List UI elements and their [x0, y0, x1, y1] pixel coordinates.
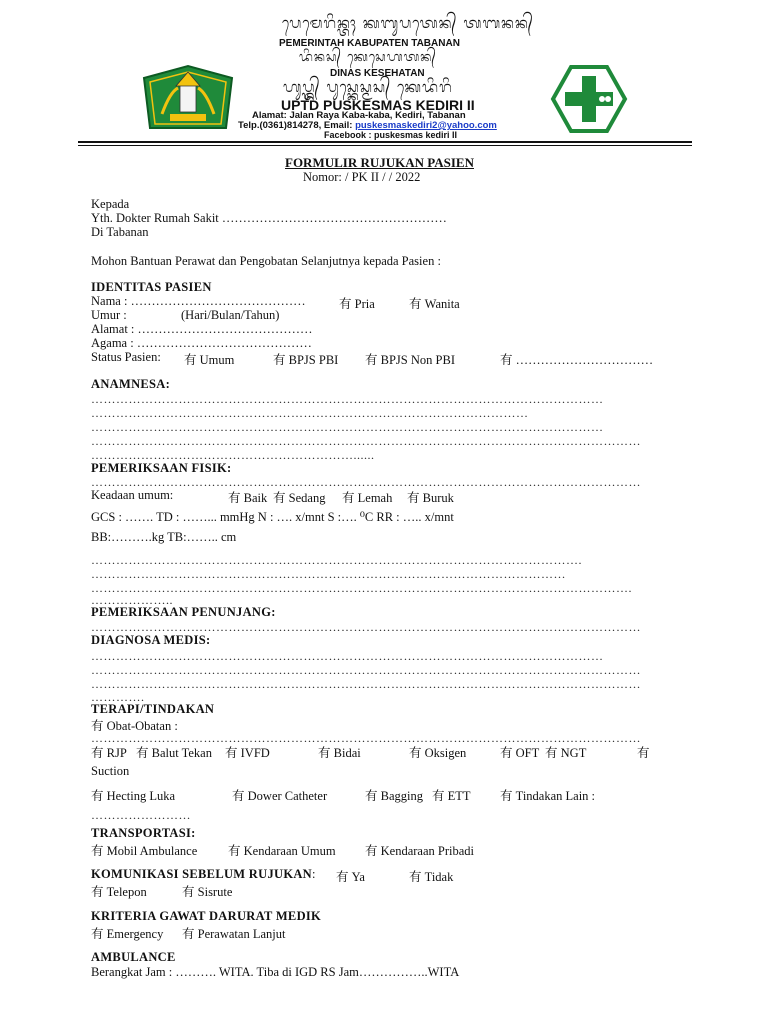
fisik-heading: PEMERIKSAAN FISIK: [91, 461, 232, 475]
lemah-checkbox[interactable] [342, 488, 392, 506]
sedang-checkbox[interactable] [273, 488, 325, 506]
buruk-checkbox[interactable] [407, 488, 454, 506]
unit-address: Alamat: Jalan Raya Kaba-kaba, Kediri, Tabanan [252, 110, 466, 121]
ivfd-label: IVFD [240, 746, 270, 760]
kriteria-heading: KRITERIA GAWAT DARURAT MEDIK [91, 909, 322, 923]
bagging-checkbox[interactable] [365, 786, 423, 804]
diagnosa-line[interactable]: …………………………………………………………………………………………………………… [91, 649, 604, 663]
ett-checkbox[interactable] [432, 786, 471, 804]
checkbox-icon: 有 [339, 297, 352, 311]
fisik-line[interactable]: …………………………………………………………………………………………………… [91, 567, 566, 581]
department-name: DINAS KESEHATAN [330, 68, 425, 79]
intro-text: Mohon Bantuan Perawat dan Pengobatan Selanjutnya kepada Pasien : [91, 254, 441, 268]
fisik-line[interactable]: ………………………………………………………………………………………………………. [91, 553, 582, 567]
pria-label: Pria [354, 297, 375, 311]
kepada-label: Kepada [91, 197, 130, 211]
agama-field[interactable]: Agama : …………………………………… [91, 336, 312, 350]
header-divider-thin [78, 145, 692, 146]
anamnesa-line[interactable]: …………………………………………………………………………………………………………… [91, 420, 604, 434]
nama-field[interactable]: Nama : …………………………………… [91, 294, 306, 308]
checkbox-icon: 有 [500, 746, 513, 760]
checkbox-icon: 有 [182, 927, 195, 941]
government-name: PEMERINTAH KABUPATEN TABANAN [279, 38, 460, 49]
checkbox-icon: 有 [273, 353, 286, 367]
tidak-checkbox[interactable] [409, 867, 453, 885]
kendaraan-pribadi-label: Kendaraan Pribadi [380, 844, 475, 858]
checkbox-icon: 有 [91, 719, 104, 733]
di-label: Di Tabanan [91, 225, 149, 239]
form-number: Nomor: / PK II / / 2022 [303, 170, 421, 184]
penunjang-line[interactable]: …………………………………………………………………………………………………………………… [91, 620, 641, 634]
tindakan-lain-line[interactable]: …………………… [91, 808, 191, 822]
alamat-field[interactable]: Alamat : …………………………………… [91, 322, 313, 336]
ngt-label: NGT [560, 746, 587, 760]
status-lain-checkbox[interactable] [500, 350, 653, 368]
status-lain-field: …………………………… [515, 353, 654, 367]
ambulance-heading: AMBULANCE [91, 950, 176, 964]
bpjs-pbi-checkbox[interactable] [273, 350, 338, 368]
checkbox-icon: 有 [91, 844, 104, 858]
checkbox-icon: 有 [407, 491, 420, 505]
puskesmas-cross-logo-icon [550, 64, 628, 134]
bpjs-pbi-label: BPJS PBI [288, 353, 339, 367]
checkbox-icon: 有 [365, 789, 378, 803]
ivfd-checkbox[interactable] [225, 743, 270, 761]
identitas-heading: IDENTITAS PASIEN [91, 280, 212, 294]
checkbox-icon: 有 [182, 885, 195, 899]
telp-text: Telp.(0361)814278, Email: [238, 120, 356, 131]
checkbox-icon: 有 [342, 491, 355, 505]
hecting-checkbox[interactable] [91, 786, 175, 804]
checkbox-icon: 有 [409, 746, 422, 760]
dower-label: Dower Catheter [247, 789, 328, 803]
perawatan-lanjut-checkbox[interactable] [182, 924, 285, 942]
checkbox-icon: 有 [637, 746, 650, 760]
balinese-script-line-3: ᬳᬸᬧ᭄ᬢ᭄ᬤ᭄ ᬧᬸᬲ᭄ᬓᬾᬲ᭄ᬫᬲ᭄ ᬓᬾᬤᬶᬭᬶ [283, 78, 453, 96]
bidai-checkbox[interactable] [318, 743, 361, 761]
checkbox-icon: 有 [336, 870, 349, 884]
anamnesa-line[interactable]: …………………………………………………………………………………………………………………… [91, 434, 641, 448]
tabanan-crest-logo-icon [140, 62, 236, 136]
checkbox-icon: 有 [228, 844, 241, 858]
oksigen-label: Oksigen [424, 746, 467, 760]
status-label: Status Pasien: [91, 350, 161, 364]
ya-checkbox[interactable] [336, 867, 365, 885]
transportasi-heading: TRANSPORTASI: [91, 826, 196, 840]
balinese-script-line-1: ᬧᬾᬫᬾᬭᬶᬦ᭄ᬢᬄ ᬓᬩᬸᬧᬢᬾᬦ᭄ ᬢᬩᬦᬦ᭄ [282, 14, 535, 32]
sisrute-checkbox[interactable] [182, 882, 232, 900]
oft-checkbox[interactable] [500, 743, 539, 761]
checkbox-icon: 有 [500, 789, 513, 803]
sedang-label: Sedang [288, 491, 326, 505]
bpjs-non-pbi-checkbox[interactable] [365, 350, 455, 368]
checkbox-icon: 有 [365, 353, 378, 367]
penunjang-heading: PEMERIKSAAN PENUNJANG: [91, 605, 276, 619]
checkbox-icon: 有 [545, 746, 558, 760]
oksigen-checkbox[interactable] [409, 743, 466, 761]
kendaraan-umum-checkbox[interactable] [228, 841, 336, 859]
kendaraan-umum-label: Kendaraan Umum [243, 844, 336, 858]
checkbox-icon: 有 [409, 297, 422, 311]
facebook-text: Facebook : puskesmas kediri II [324, 130, 458, 140]
bpjs-non-pbi-label: BPJS Non PBI [380, 353, 455, 367]
ambulance-time-fields[interactable]: Berangkat Jam : ………. WITA. Tiba di IGD RS Jam……………..WITA [91, 965, 460, 979]
oft-label: OFT [515, 746, 540, 760]
ya-label: Ya [351, 870, 365, 884]
tindakan-lain-checkbox[interactable] [500, 786, 595, 804]
sisrute-label: Sisrute [197, 885, 233, 899]
email-link[interactable]: puskesmaskediri2@yahoo.com [355, 120, 497, 131]
checkbox-icon: 有 [232, 789, 245, 803]
balinese-script-line-2: ᬤᬶᬦᬲ᭄ ᬓᬾᬲᬾᬳᬢᬦ᭄ [299, 50, 437, 65]
kendaraan-pribadi-checkbox[interactable] [365, 841, 474, 859]
umum-label: Umum [199, 353, 235, 367]
checkbox-icon: 有 [136, 746, 149, 760]
obat-label: Obat-Obatan : [106, 719, 178, 733]
bidai-label: Bidai [333, 746, 361, 760]
dower-checkbox[interactable] [232, 786, 327, 804]
balut-tekan-checkbox[interactable] [136, 743, 212, 761]
diagnosa-heading: DIAGNOSA MEDIS: [91, 633, 211, 647]
baik-label: Baik [243, 491, 268, 505]
komunikasi-row [91, 867, 316, 882]
checkbox-icon: 有 [318, 746, 331, 760]
lemah-label: Lemah [357, 491, 393, 505]
baik-checkbox[interactable] [228, 488, 267, 506]
emergency-label: Emergency [106, 927, 164, 941]
perawatan-lanjut-label: Perawatan Lanjut [197, 927, 286, 941]
pria-checkbox[interactable] [339, 294, 375, 312]
anamnesa-heading: ANAMNESA: [91, 377, 171, 391]
form-title: FORMULIR RUJUKAN PASIEN [285, 155, 474, 170]
checkbox-icon: 有 [225, 746, 238, 760]
buruk-label: Buruk [422, 491, 454, 505]
checkbox-icon: 有 [184, 353, 197, 367]
komunikasi-colon: : [312, 867, 316, 881]
diagnosa-line[interactable]: …………………………………………………………………………………………………………………… [91, 663, 641, 677]
komunikasi-heading: KOMUNIKASI SEBELUM RUJUKAN [91, 867, 313, 881]
hecting-label: Hecting Luka [106, 789, 176, 803]
rjp-checkbox[interactable] [91, 743, 127, 761]
anamnesa-line[interactable]: …………………………………………………………………………………………………………… [91, 392, 604, 406]
checkbox-icon: 有 [228, 491, 241, 505]
fisik-line[interactable]: ……………….. [91, 593, 173, 607]
telepon-label: Telepon [106, 885, 147, 899]
ambulance-label: Mobil Ambulance [106, 844, 198, 858]
checkbox-icon: 有 [500, 353, 513, 367]
umur-unit[interactable]: (Hari/Bulan/Tahun) [181, 308, 280, 322]
diagnosa-line[interactable]: …………………………………………………………………………………………………………………… [91, 677, 641, 691]
keadaan-label: Keadaan umum: [91, 488, 174, 502]
obat-line[interactable]: …………………………………………………………………………………………………………………… [91, 731, 641, 745]
bagging-label: Bagging [380, 789, 423, 803]
wanita-label: Wanita [424, 297, 460, 311]
tindakan-lain-label: Tindakan Lain : [515, 789, 596, 803]
checkbox-icon: 有 [432, 789, 445, 803]
fisik-line[interactable]: …………………………………………………………………………………………………………………. [91, 581, 632, 595]
ett-label: ETT [447, 789, 471, 803]
tidak-label: Tidak [424, 870, 454, 884]
ambulance-checkbox[interactable] [91, 841, 197, 859]
checkbox-icon: 有 [273, 491, 286, 505]
ngt-checkbox[interactable] [545, 743, 586, 761]
checkbox-icon: 有 [91, 927, 104, 941]
checkbox-icon: 有 [91, 789, 104, 803]
balut-label: Balut Tekan [151, 746, 212, 760]
umur-label: Umur : [91, 308, 127, 322]
suction-checkbox[interactable] [637, 743, 650, 761]
vital-signs-fields[interactable]: GCS : ……. TD : ……... mmHg N : …. x/mnt S :…. ⁰C RR : ….. x/mnt [91, 510, 454, 524]
telepon-checkbox[interactable] [91, 882, 147, 900]
emergency-checkbox[interactable] [91, 924, 163, 942]
yth-field[interactable]: Yth. Dokter Rumah Sakit ……………………………………………… [91, 211, 447, 225]
rjp-label: RJP [106, 746, 127, 760]
checkbox-icon: 有 [91, 746, 104, 760]
diagnosa-line[interactable]: …………. [91, 690, 145, 704]
anamnesa-line[interactable]: ………………………………………………………...... [91, 448, 375, 462]
anamnesa-line[interactable]: …………………………………………………………………………………………… [91, 406, 529, 420]
bb-tb-fields[interactable]: BB:……….kg TB:…….. cm [91, 530, 237, 544]
checkbox-icon: 有 [409, 870, 422, 884]
wanita-checkbox[interactable] [409, 294, 460, 312]
umum-checkbox[interactable] [184, 350, 234, 368]
fisik-line[interactable]: …………………………………………………………………………………………………………………… [91, 475, 641, 489]
suction-label: Suction [91, 764, 130, 778]
checkbox-icon: 有 [365, 844, 378, 858]
checkbox-icon: 有 [91, 885, 104, 899]
header-divider-thick [78, 141, 692, 143]
terapi-heading: TERAPI/TINDAKAN [91, 702, 215, 716]
unit-name: UPTD PUSKESMAS KEDIRI II [281, 97, 475, 113]
